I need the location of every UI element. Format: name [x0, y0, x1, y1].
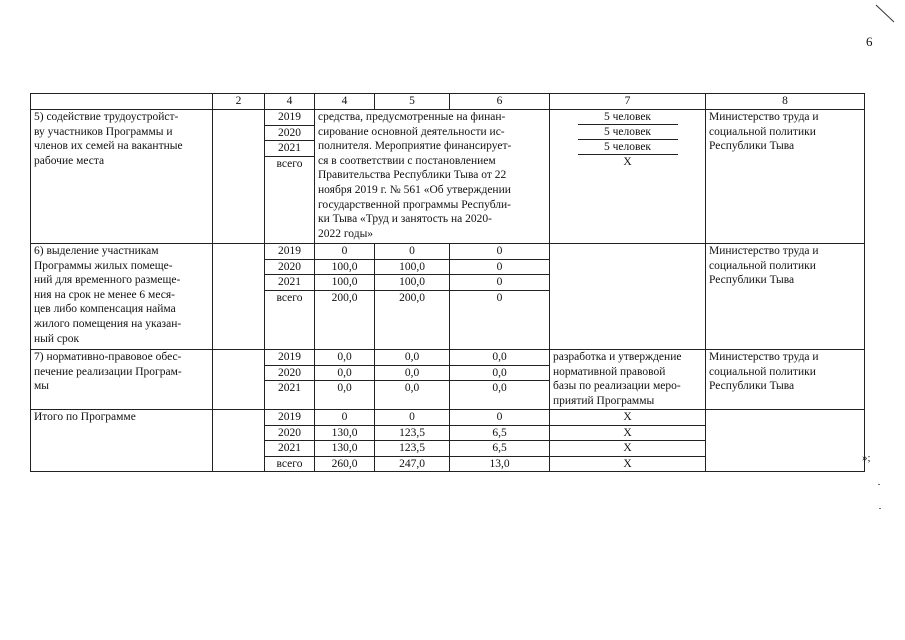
page-number: 6	[866, 34, 873, 49]
measure-name-cell: 6) выделение участникам Программы жилых помеще- ний для временного размеще- ния на срок не менее 6 меся- цев либо компенсация найма жилого помещения на указан- ный срок	[31, 244, 213, 350]
total-cell: 0,0 0,0 0,0	[315, 350, 375, 410]
total-cell: 0 100,0 100,0 200,0	[315, 244, 375, 350]
header-cell: 2	[213, 94, 265, 110]
empty-cell	[213, 244, 265, 350]
year-cell: 2019 2020 2021	[265, 350, 315, 410]
executor-cell	[706, 410, 865, 472]
header-cell	[31, 94, 213, 110]
program-budget-table	[30, 93, 865, 472]
other-sources-cell: 0,0 0,0 0,0	[450, 350, 550, 410]
table-row	[31, 350, 865, 410]
header-cell: 5	[375, 94, 450, 110]
republic-budget-cell: 0,0 0,0 0,0	[375, 350, 450, 410]
year-cell: 2019 2020 2021 всего	[265, 110, 315, 244]
executor-cell: Министерство труда и социальной политики Республики Тыва	[706, 350, 865, 410]
republic-budget-cell: 0 100,0 100,0 200,0	[375, 244, 450, 350]
other-sources-cell: 0 6,5 6,5 13,0	[450, 410, 550, 472]
other-sources-cell: 0 0 0 0	[450, 244, 550, 350]
table-row	[31, 110, 865, 244]
measure-name-cell: 7) нормативно-правовое обес- печение реализации Програм- мы	[31, 350, 213, 410]
header-row	[31, 94, 865, 110]
total-cell: 0 130,0 130,0 260,0	[315, 410, 375, 472]
result-cell	[550, 244, 706, 350]
scan-speck	[879, 508, 881, 509]
closing-quote-mark: »;	[862, 452, 871, 464]
table-row-total	[31, 410, 865, 472]
corner-stroke-mark	[872, 2, 900, 26]
header-cell: 4	[315, 94, 375, 110]
measure-name-cell: 5) содействие трудоустройст- ву участников Программы и членов их семей на вакантные рабочие места	[31, 110, 213, 244]
header-cell: 6	[450, 94, 550, 110]
financing-description: средства, предусмотренные на финан- сирование основной деятельности ис- полнителя. Мероприятие финансирует- ся в соответствии с постановлением Правительства Республики Тыва от 22 ноября 2019 г. № 561 «Об утверждении государственной программы Республи- ки Тыва «Труд и занятость на 2020- 2022 годы»	[315, 110, 550, 244]
executor-cell: Министерство труда и социальной политики Республики Тыва	[706, 244, 865, 350]
empty-cell	[213, 350, 265, 410]
header-cell: 8	[706, 94, 865, 110]
year-cell: 2019 2020 2021 всего	[265, 410, 315, 472]
header-cell: 7	[550, 94, 706, 110]
empty-cell	[213, 110, 265, 244]
total-label-cell: Итого по Программе	[31, 410, 213, 472]
result-cell: разработка и утверждение нормативной правовой базы по реализации меро- приятий Программы	[550, 350, 706, 410]
executor-cell: Министерство труда и социальной политики Республики Тыва	[706, 110, 865, 244]
result-cell: Х Х Х Х	[550, 410, 706, 472]
year-cell: 2019 2020 2021 всего	[265, 244, 315, 350]
empty-cell	[213, 410, 265, 472]
result-cell: 5 человек 5 человек 5 человек Х	[550, 110, 706, 244]
republic-budget-cell: 0 123,5 123,5 247,0	[375, 410, 450, 472]
table-row	[31, 244, 865, 350]
header-cell: 4	[265, 94, 315, 110]
scan-speck	[878, 484, 880, 485]
